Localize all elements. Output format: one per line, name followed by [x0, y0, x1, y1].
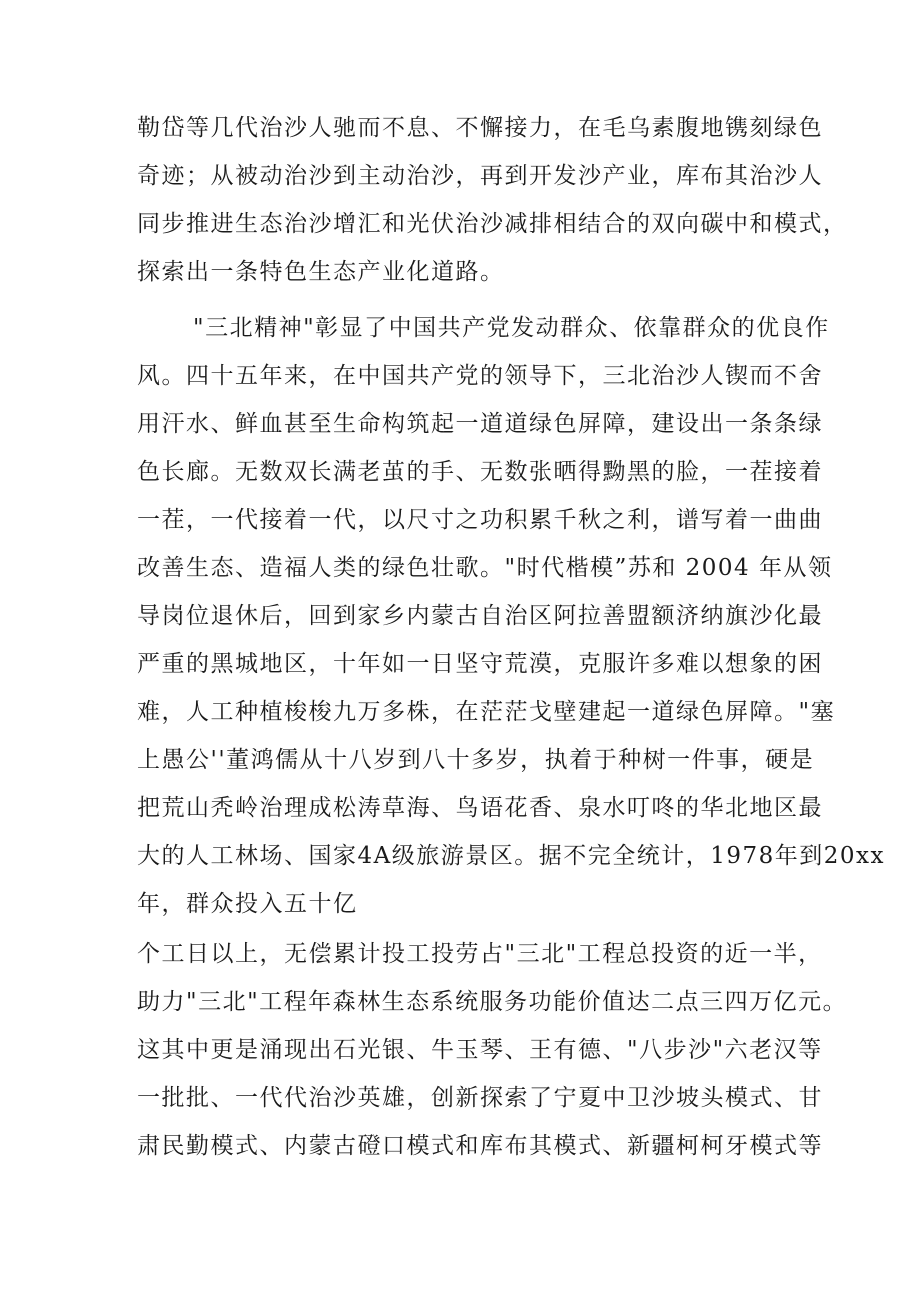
text-line: 大的人工林场、国家4A级旅游景区。据不完全统计，1978年到20xx	[137, 843, 885, 869]
text-line: 勒岱等几代治沙人驰而不息、不懈接力，在毛乌素腹地镌刻绿色	[137, 115, 823, 141]
text-line: 个工日以上，无偿累计投工投劳占"三北"工程总投资的近一半，	[137, 941, 823, 967]
text-line: 一茬，一代接着一代，以尺寸之功积累千秋之利，谱写着一曲曲	[137, 507, 823, 533]
text-line: 导岗位退休后，回到家乡内蒙古自治区阿拉善盟额济纳旗沙化最	[137, 603, 823, 629]
text-line: 风。四十五年来，在中国共产党的领导下，三北治沙人锲而不舍	[137, 363, 823, 389]
text-line: 上愚公''董鸿儒从十八岁到八十多岁，执着于种树一件事，硬是	[137, 747, 815, 773]
text-line: 这其中更是涌现出石光银、牛玉琴、王有德、"八步沙"六老汉等	[137, 1037, 823, 1063]
text-line: 改善生态、造福人类的绿色壮歌。"时代楷模”苏和 2004 年从领	[137, 555, 833, 581]
text-line: 用汗水、鲜血甚至生命构筑起一道道绿色屏障，建设出一条条绿	[137, 411, 823, 437]
text-line: 年，群众投入五十亿	[137, 891, 358, 917]
text-line: 把荒山秃岭治理成松涛草海、鸟语花香、泉水叮咚的华北地区最	[137, 795, 823, 821]
text-line: 肃民勤模式、内蒙古磴口模式和库布其模式、新疆柯柯牙模式等	[137, 1133, 823, 1159]
text-line: 助力"三北"工程年森林生态系统服务功能价值达二点三四万亿元。	[137, 989, 848, 1015]
text-line: 同步推进生态治沙增汇和光伏治沙减排相结合的双向碳中和模式，	[137, 211, 848, 237]
text-line: 色长廊。无数双长满老茧的手、无数张晒得黝黑的脸，一茬接着	[137, 459, 823, 485]
text-line: 奇迹；从被动治沙到主动治沙，再到开发沙产业，库布其治沙人	[137, 163, 823, 189]
paragraph-start-line: "三北精神"彰显了中国共产党发动群众、依靠群众的优良作	[193, 315, 830, 341]
text-line: 探索出一条特色生态产业化道路。	[137, 259, 505, 285]
text-line: 严重的黑城地区，十年如一日坚守荒漠，克服许多难以想象的困	[137, 651, 823, 677]
text-line: 难，人工种植梭梭九万多株，在茫茫戈壁建起一道绿色屏障。"塞	[137, 699, 836, 725]
text-line: 一批批、一代代治沙英雄，创新探索了宁夏中卫沙坡头模式、甘	[137, 1085, 823, 1111]
